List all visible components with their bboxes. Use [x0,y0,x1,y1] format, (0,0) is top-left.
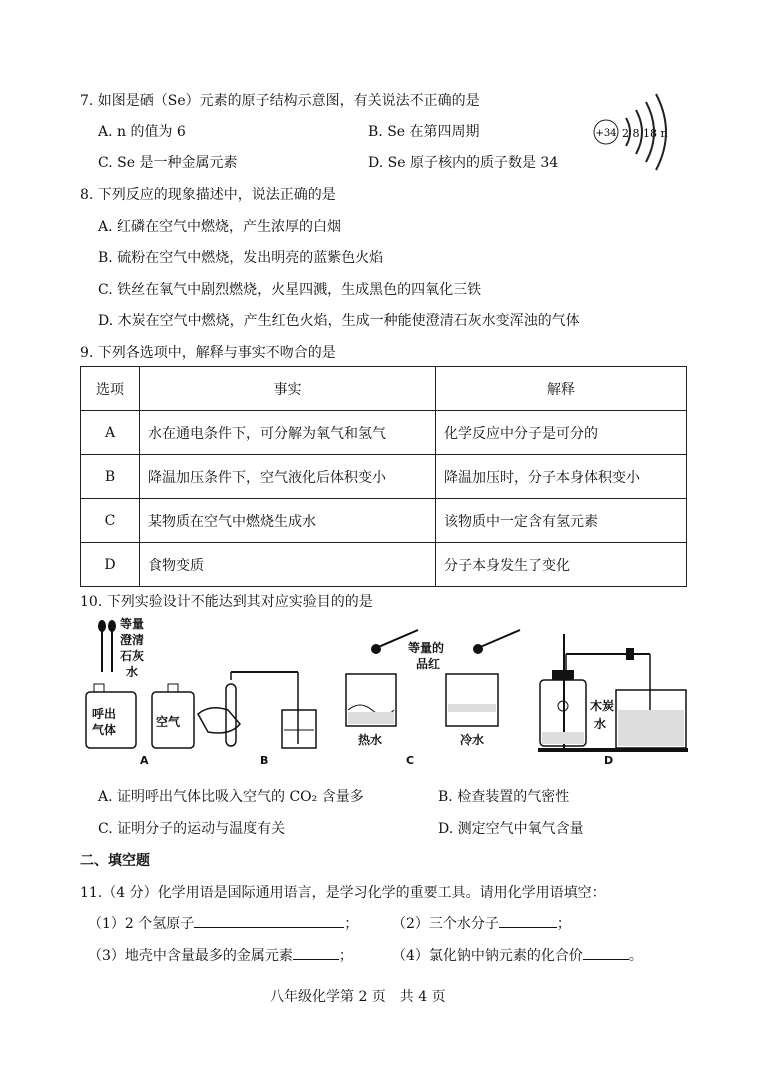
page-footer: 八年级化学第 2 页 共 4 页 [270,989,446,1005]
dropper-bulb-1 [98,620,106,632]
dropper-bulb-2 [108,620,116,632]
cell-fact: 某物质在空气中燃烧生成水 [140,499,436,543]
d-charcoal-label: 木炭 [590,699,615,713]
q10-stem: 10. 下列实验设计不能达到其对应实验目的的是 [80,594,373,610]
cell-explanation: 该物质中一定含有氢元素 [436,499,687,543]
q11-item-2 [392,913,571,933]
figure-d [538,634,688,767]
cell-option: A [81,411,140,455]
d-water-label: 水 [594,717,607,731]
q7-option-d: D. Se 原子核内的质子数是 34 [368,155,559,171]
q11-item-4 [392,945,643,965]
q11-item-3 [88,945,353,965]
q11-stem: 11.（4 分）化学用语是国际通用语言，是学习化学的重要工具。请用化学用语填空： [80,885,606,901]
cell-option: B [81,455,140,499]
cell-explanation: 分子本身发生了变化 [436,543,687,587]
flask-water [542,732,584,744]
electron-shells: 2 8 18 n [622,127,668,140]
table-row [81,411,687,455]
beaker-cold [446,674,498,726]
figure-c [346,630,520,767]
table-row [81,543,687,587]
q10-option-d: D. 测定空气中氧气含量 [438,821,584,837]
q8-stem: 8. 下列反应的现象描述中，说法正确的是 [80,187,336,203]
clamp [626,648,634,660]
a-reagent-label-2: 澄清 [120,633,145,647]
header-option: 选项 [81,367,140,411]
c-reagent-label-2: 品红 [416,657,441,671]
q11-item-2-label: （2）三个水分子 [392,916,499,932]
q7-option-b: B. Se 在第四周期 [368,124,480,140]
cell-fact: 食物变质 [140,543,436,587]
cell-fact: 降温加压条件下，空气液化后体积变小 [140,455,436,499]
q7-option-c: C. Se 是一种金属元素 [98,155,238,171]
q11-item-4-label: （4）氯化钠中钠元素的化合价 [392,948,583,964]
q11-item-1 [88,913,358,933]
table-row [81,499,687,543]
q9-table [80,366,687,587]
cell-explanation: 化学反应中分子是可分的 [436,411,687,455]
c-cold-label: 冷水 [460,733,485,747]
cell-option: C [81,499,140,543]
flask-stopper [552,670,574,680]
figure-letter-d: D [604,754,614,767]
beaker-b [282,710,316,748]
q8-option-b: B. 硫粉在空气中燃烧，发出明亮的蓝紫色火焰 [98,250,384,266]
hand [198,708,240,733]
q11-period: 。 [628,948,643,964]
cell-explanation: 降温加压时，分子本身体积变小 [436,455,687,499]
q11-semicolon-2: ； [556,916,571,932]
selenium-atom-diagram [588,88,680,176]
q7-option-a: A. n 的值为 6 [98,124,186,140]
header-explanation: 解释 [436,367,687,411]
q10-experiment-figure [80,614,690,774]
q8-option-c: C. 铁丝在氧气中剧烈燃烧，火星四溅，生成黑色的四氧化三铁 [98,282,482,298]
section-title: 二、填空题 [80,853,150,869]
cell-fact: 水在通电条件下，可分解为氧气和氢气 [140,411,436,455]
figure-letter-c: C [406,754,415,767]
q10-option-a: A. 证明呼出气体比吸入空气的 CO₂ 含量多 [98,789,364,805]
q11-item-3-label: （3）地壳中含量最多的金属元素 [88,948,293,964]
q7-stem: 7. 如图是硒（Se）元素的原子结构示意图，有关说法不正确的是 [80,93,480,109]
q10-option-c: C. 证明分子的运动与温度有关 [98,821,286,837]
a-reagent-label-4: 水 [126,665,139,679]
cold-water [448,704,496,712]
header-fact: 事实 [140,367,436,411]
spatula-2-scoop [473,644,483,654]
a-reagent-label-3: 石灰 [120,649,145,663]
q11-semicolon-3: ； [338,948,353,964]
table-header-row [81,367,687,411]
test-tube [226,684,236,746]
spatula-2 [478,630,520,648]
c-reagent-label-1: 等量的 [408,641,445,655]
a-bottle1-label-2: 气体 [92,723,117,737]
answer-blank-4[interactable] [583,945,629,960]
spatula-1-scoop [371,644,381,654]
nucleus-charge: +34 [595,128,617,139]
figure-b [198,672,316,767]
answer-blank-1[interactable] [194,913,344,928]
q11-item-1-label: （1）2 个氢原子 [88,916,195,932]
q11-semicolon-1: ； [344,916,359,932]
bottle-2-neck [168,684,178,692]
q8-option-a: A. 红磷在空气中燃烧，产生浓厚的白烟 [98,219,342,235]
q9-stem: 9. 下列各选项中，解释与事实不吻合的是 [80,345,336,361]
a-bottle1-label-1: 呼出 [92,707,117,721]
q8-option-d: D. 木炭在空气中燃烧，产生红色火焰，生成一种能使澄清石灰水变浑浊的气体 [98,313,580,329]
figure-letter-b: B [260,754,269,767]
bottle-1-neck [94,684,104,692]
figure-a [86,616,194,767]
cell-option: D [81,543,140,587]
q10-option-b: B. 检查装置的气密性 [438,789,570,805]
a-reagent-label-1: 等量 [120,617,145,631]
hot-water [348,712,394,724]
figure-letter-a: A [140,754,149,767]
answer-blank-2[interactable] [499,913,557,928]
c-hot-label: 热水 [358,733,383,747]
a-bottle2-label: 空气 [156,715,181,729]
table-row [81,455,687,499]
beaker-d-water [618,710,684,746]
answer-blank-3[interactable] [293,945,339,960]
